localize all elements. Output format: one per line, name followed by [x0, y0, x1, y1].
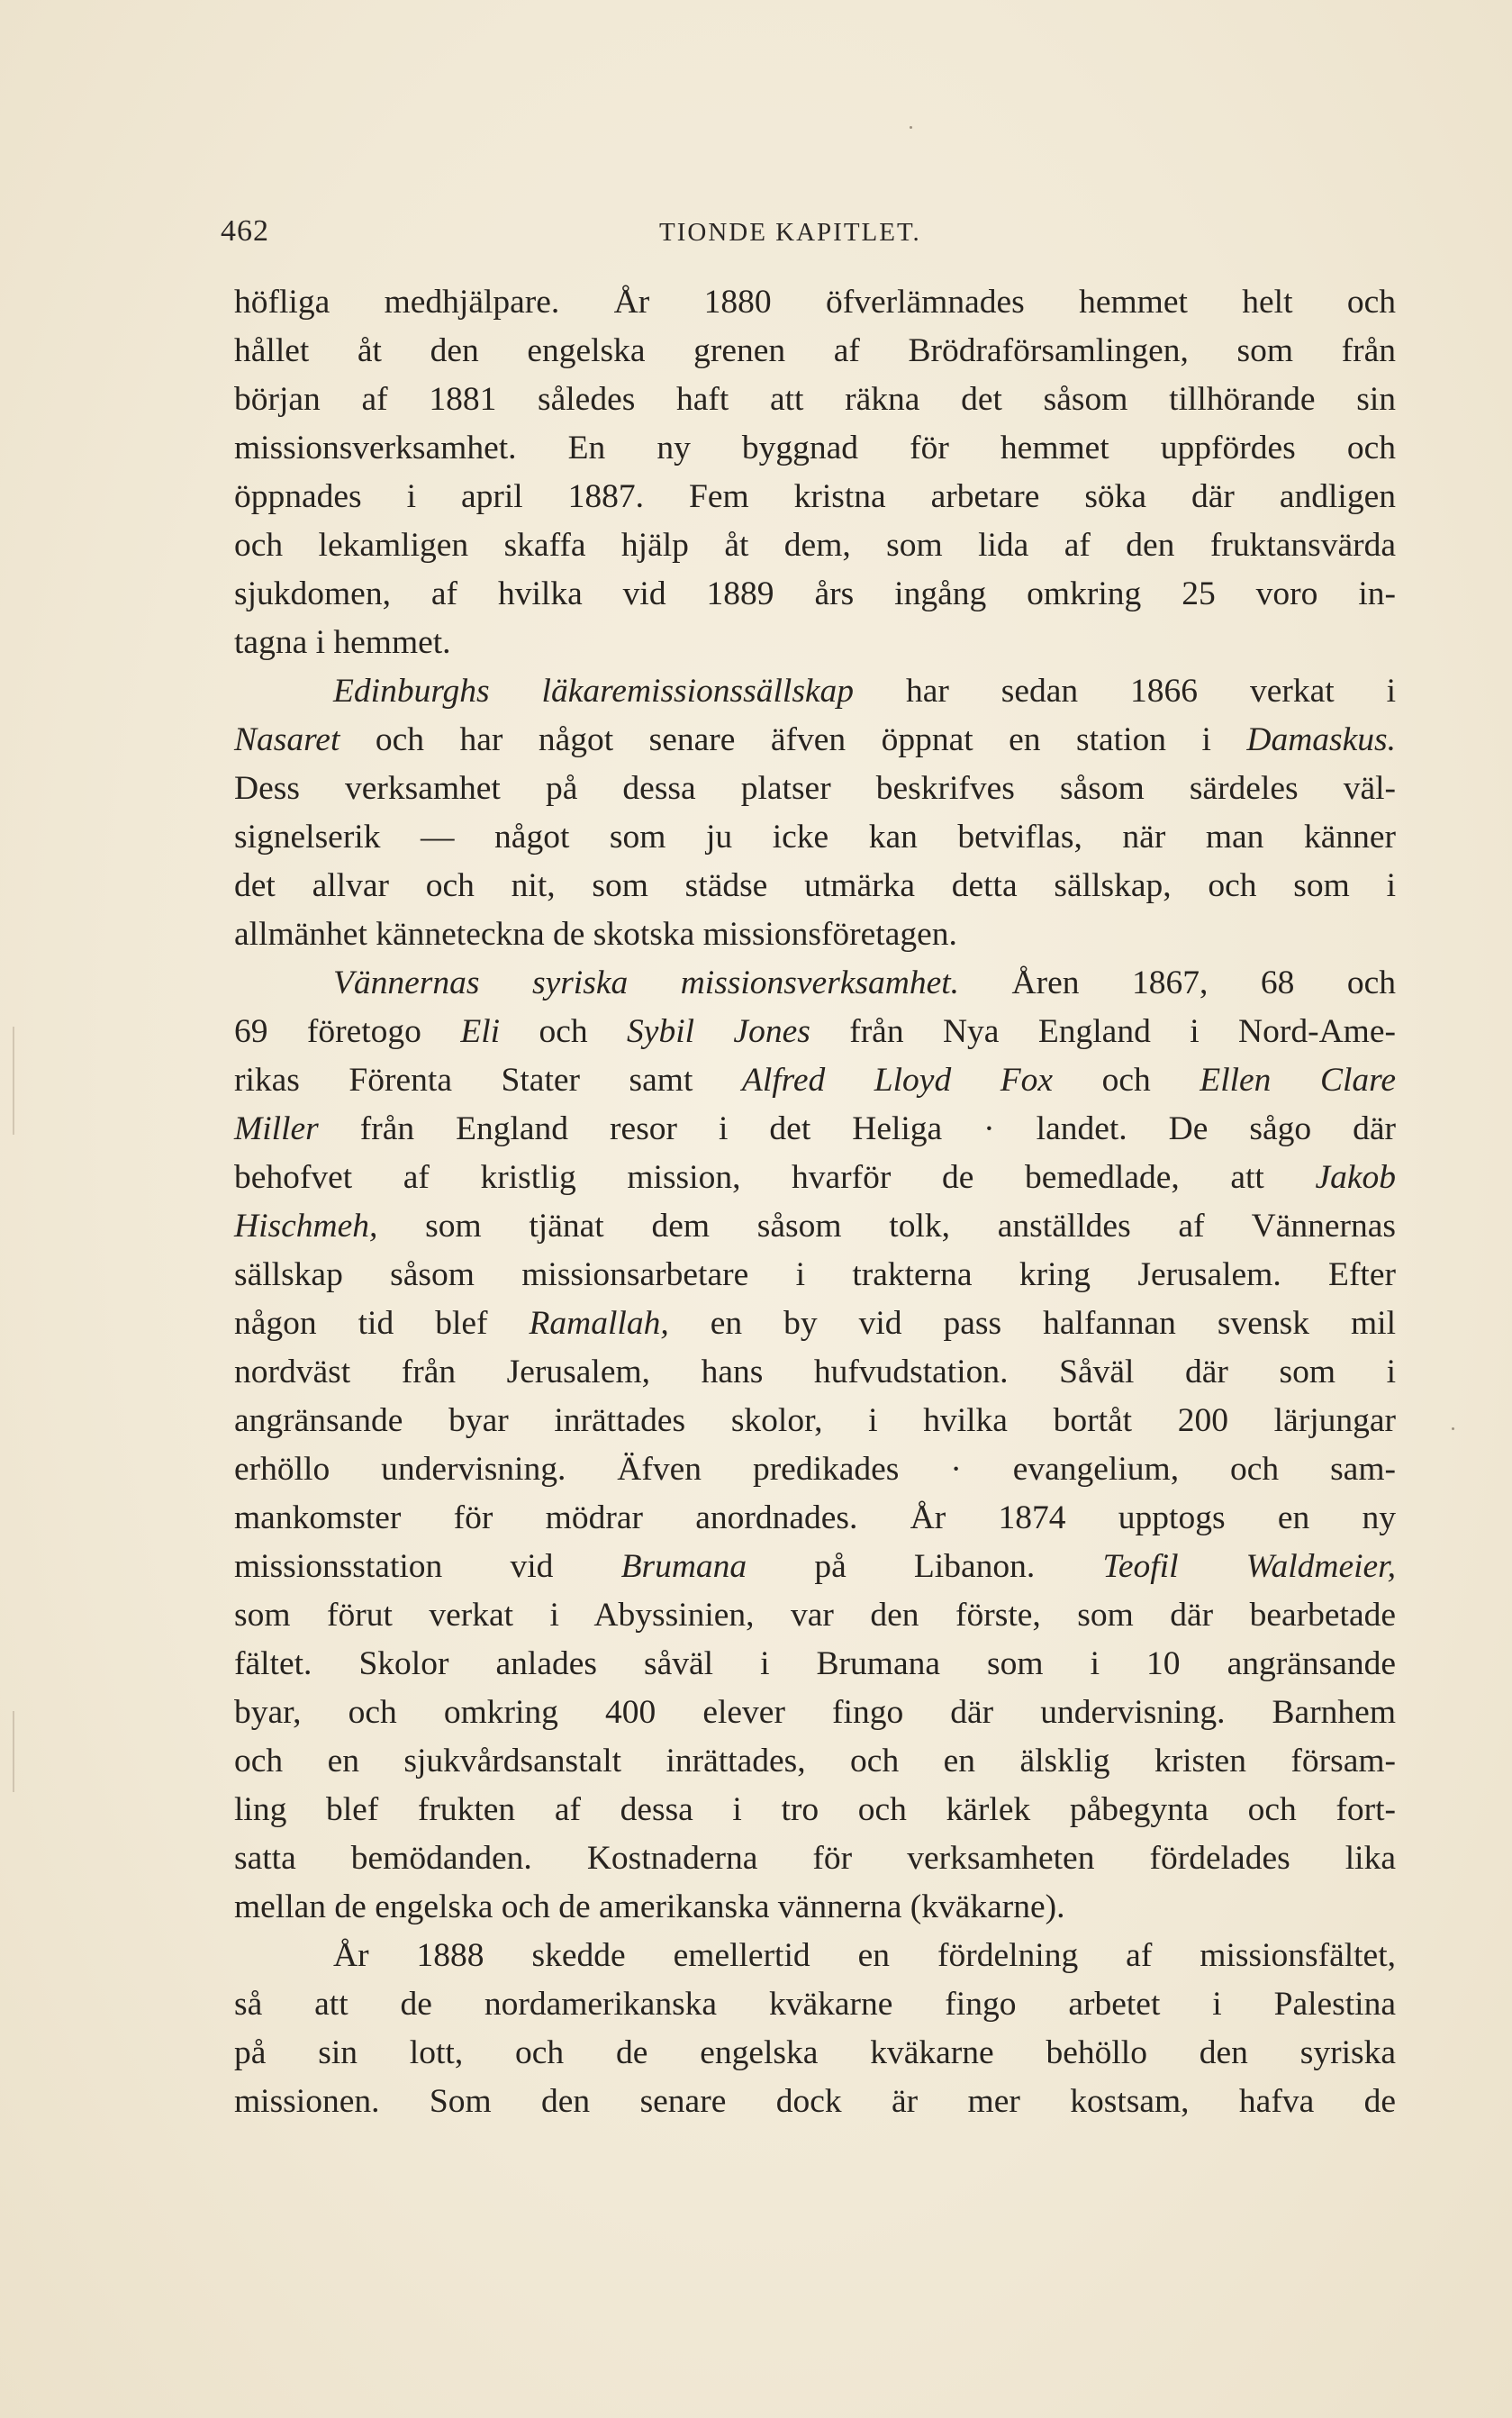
text-line — [234, 1737, 1396, 1786]
text-fragment: någon tid blef — [234, 1305, 530, 1342]
paper-speck — [910, 126, 912, 129]
italic-text: Alfred Lloyd Fox — [741, 1062, 1054, 1099]
text-line — [234, 1008, 1396, 1056]
text-line — [234, 376, 1396, 424]
text-fragment: från England resor i det Heliga · landet. De sågo där — [318, 1110, 1396, 1147]
italic-text: Jakob — [1315, 1159, 1396, 1196]
text-line — [234, 1591, 1396, 1640]
text-line — [234, 1445, 1396, 1494]
text-fragment: rikas Förenta Stater samt — [234, 1062, 742, 1099]
text-fragment: mellan de engelska och de amerikanska vännerna (kväkarne). — [234, 1888, 1065, 1925]
text-line — [234, 1494, 1396, 1543]
text-fragment: behofvet af kristlig mission, hvarför de bemedlade, att — [234, 1159, 1316, 1196]
text-fragment: 69 företogo — [234, 1013, 461, 1050]
text-fragment: och — [1053, 1062, 1200, 1099]
text-line — [234, 327, 1396, 376]
text-fragment: sjukdomen, af hvilka vid 1889 års ingång omkring 25 voro in- — [234, 575, 1396, 612]
italic-text: Hischmeh, — [234, 1208, 378, 1245]
text-fragment: som tjänat dem såsom tolk, anställdes af Vännernas — [377, 1208, 1396, 1245]
text-line — [234, 1056, 1396, 1105]
text-line — [234, 1543, 1396, 1591]
text-line — [234, 1883, 1396, 1932]
text-fragment: satta bemödanden. Kostnaderna för verksamheten fördelades lika — [234, 1840, 1396, 1877]
italic-text: Edinburghs läkaremissionssällskap — [333, 673, 855, 710]
text-line — [234, 1932, 1396, 1980]
text-fragment: på sin lott, och de engelska kväkarne behöllo den syriska — [234, 2034, 1396, 2071]
text-line — [234, 813, 1396, 862]
text-fragment: början af 1881 således haft att räkna det såsom tillhörande sin — [234, 381, 1396, 418]
text-line — [234, 424, 1396, 473]
text-line — [234, 521, 1396, 570]
text-line — [234, 1154, 1396, 1202]
text-fragment: och har något senare äfven öppnat en station i — [340, 721, 1247, 758]
text-line — [234, 1397, 1396, 1445]
text-fragment: mankomster för mödrar anordnades. År 1874 upptogs en ny — [234, 1499, 1396, 1536]
italic-text: Nasaret — [234, 721, 340, 758]
italic-text: Damaskus. — [1246, 721, 1396, 758]
text-line — [234, 959, 1396, 1008]
text-fragment: Dess verksamhet på dessa platser beskrifves såsom särdeles väl- — [234, 770, 1396, 807]
text-line — [234, 910, 1396, 959]
text-fragment: det allvar och nit, som städse utmärka detta sällskap, och som i — [234, 867, 1396, 904]
text-line — [234, 667, 1396, 716]
text-fragment: en by vid pass halfannan svensk mil — [668, 1305, 1396, 1342]
text-fragment: missionen. Som den senare dock är mer kostsam, hafva de — [234, 2083, 1396, 2120]
text-fragment: ling blef frukten af dessa i tro och kärlek påbegynta och fort- — [234, 1791, 1396, 1828]
text-line — [234, 1348, 1396, 1397]
text-fragment: och — [500, 1013, 628, 1050]
italic-text: Ellen Clare — [1200, 1062, 1396, 1099]
text-fragment: nordväst från Jerusalem, hans hufvudstation. Såväl där som i — [234, 1354, 1396, 1390]
text-line — [234, 1786, 1396, 1834]
text-fragment: och lekamligen skaffa hjälp åt dem, som lida af den fruktansvärda — [234, 527, 1396, 564]
text-fragment: så att de nordamerikanska kväkarne fingo arbetet i Palestina — [234, 1986, 1396, 2023]
italic-text: Sybil Jones — [627, 1013, 810, 1050]
text-fragment: öppnades i april 1887. Fem kristna arbetare söka där andligen — [234, 478, 1396, 515]
text-fragment: År 1888 skedde emellertid en fördelning af missionsfältet, — [333, 1937, 1396, 1974]
text-fragment: från Nya England i Nord-Ame- — [810, 1013, 1396, 1050]
text-line — [234, 1251, 1396, 1300]
text-fragment: hållet åt den engelska grenen af Brödraförsamlingen, som från — [234, 332, 1396, 369]
text-line — [234, 1105, 1396, 1154]
text-fragment: Åren 1867, 68 och — [959, 964, 1396, 1001]
text-fragment: på Libanon. — [747, 1548, 1103, 1585]
italic-text: Miller — [234, 1110, 319, 1147]
text-line — [234, 1202, 1396, 1251]
text-fragment: erhöllo undervisning. Äfven predikades · evangelium, och sam- — [234, 1451, 1396, 1488]
text-fragment: tagna i hemmet. — [234, 624, 451, 661]
text-line — [234, 2078, 1396, 2126]
text-line — [234, 570, 1396, 619]
italic-text: Brumana — [620, 1548, 747, 1585]
text-line — [234, 765, 1396, 813]
text-fragment: signelserik — något som ju icke kan betviflas, när man känner — [234, 819, 1396, 856]
text-line — [234, 862, 1396, 910]
text-fragment: som förut verkat i Abyssinien, var den förste, som där bearbetade — [234, 1597, 1396, 1634]
italic-text: Eli — [460, 1013, 501, 1050]
text-fragment: har sedan 1866 verkat i — [854, 673, 1396, 710]
paper-speck — [1452, 1427, 1454, 1430]
text-line — [234, 1300, 1396, 1348]
text-line — [234, 1689, 1396, 1737]
text-fragment: byar, och omkring 400 elever fingo där undervisning. Barnhem — [234, 1694, 1396, 1731]
text-fragment: och en sjukvårdsanstalt inrättades, och en älsklig kristen försam- — [234, 1743, 1396, 1780]
running-head: TIONDE KAPITLET. — [659, 218, 921, 247]
text-line — [234, 1640, 1396, 1689]
italic-text: Teofil Waldmeier, — [1102, 1548, 1396, 1585]
page-edge-mark — [13, 1711, 14, 1792]
text-fragment: sällskap såsom missionsarbetare i trakterna kring Jerusalem. Efter — [234, 1256, 1396, 1293]
text-fragment: missionsstation vid — [234, 1548, 621, 1585]
page-header — [221, 214, 1391, 259]
text-line — [234, 2029, 1396, 2078]
text-line — [234, 278, 1396, 327]
text-fragment: fältet. Skolor anlades såväl i Brumana som i 10 angränsande — [234, 1645, 1396, 1682]
text-line — [234, 473, 1396, 521]
body-text — [234, 278, 1396, 2126]
text-line — [234, 716, 1396, 765]
text-line — [234, 1980, 1396, 2029]
page-number: 462 — [221, 214, 269, 248]
text-fragment: missionsverksamhet. En ny byggnad för hemmet uppfördes och — [234, 430, 1396, 466]
page-edge-mark — [13, 1027, 14, 1135]
text-line — [234, 1834, 1396, 1883]
text-fragment: höfliga medhjälpare. År 1880 öfverlämnades hemmet helt och — [234, 284, 1396, 321]
italic-text: Ramallah, — [529, 1305, 669, 1342]
italic-text: Vännernas syriska missionsverksamhet. — [333, 964, 960, 1001]
text-fragment: angränsande byar inrättades skolor, i hvilka bortåt 200 lärjungar — [234, 1402, 1396, 1439]
text-fragment: allmänhet känneteckna de skotska missionsföretagen. — [234, 916, 957, 953]
text-line — [234, 619, 1396, 667]
